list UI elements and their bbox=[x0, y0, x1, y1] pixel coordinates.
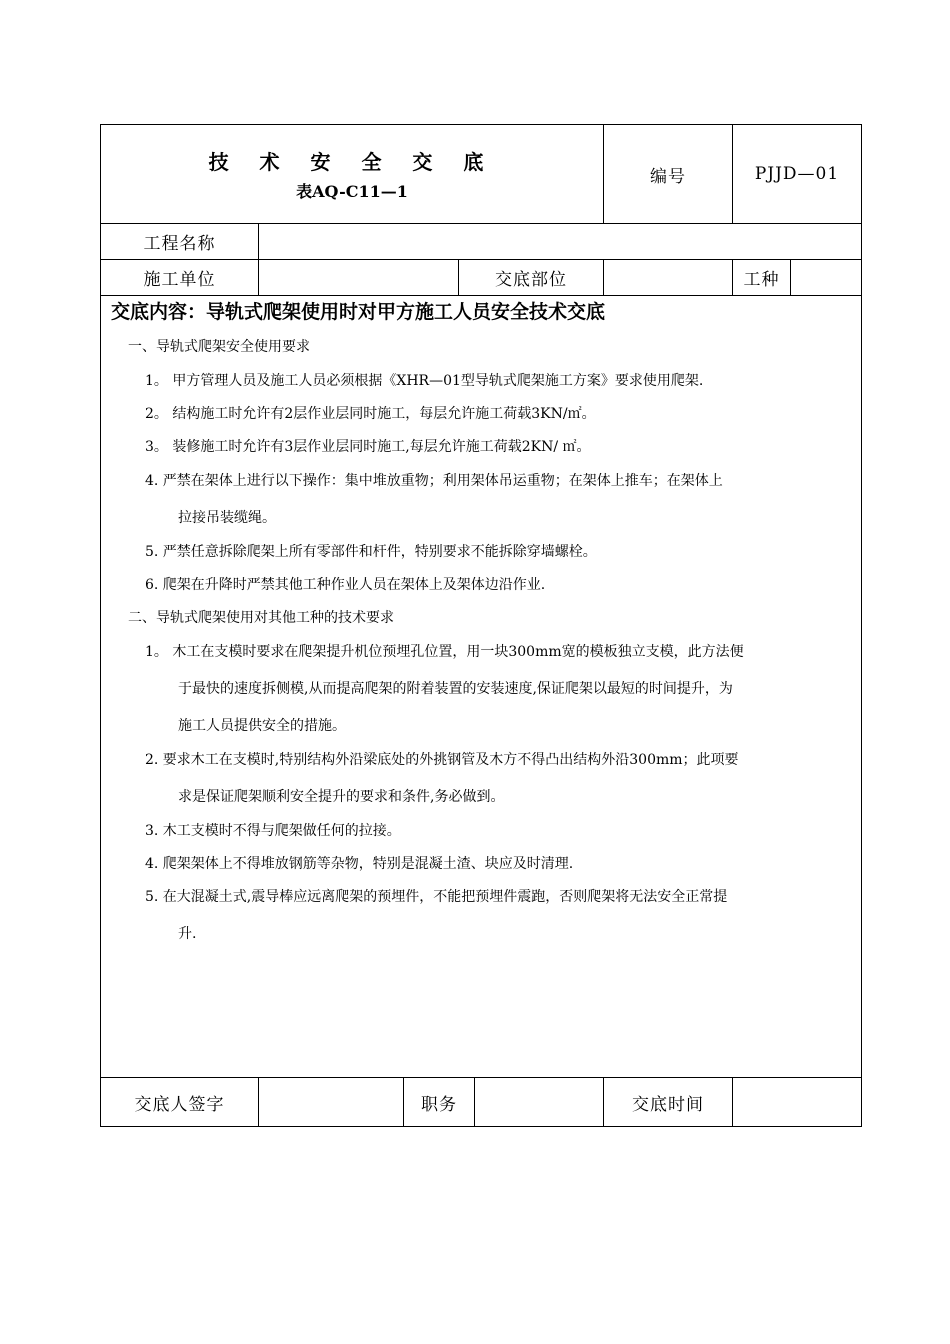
content-line: 3。 装修施工时允许有3层作业层同时施工,每层允许施工荷载2KN/ ㎡。 bbox=[145, 439, 591, 455]
number-label: 编号 bbox=[650, 166, 686, 187]
content-line: 1。 木工在支模时要求在爬架提升机位预埋孔位置，用一块300mm宽的模板独立支模，此方法便 bbox=[145, 644, 744, 660]
content-line: 6. 爬架在升降时严禁其他工种作业人员在架体上及架体边沿作业. bbox=[145, 577, 546, 593]
content-line: 5. 在大混凝土式,震导棒应远离爬架的预埋件，不能把预埋件震跑，否则爬架将无法安全正常提 bbox=[145, 889, 728, 905]
content-line: 于最快的速度拆侧模,从而提高爬架的附着装置的安装速度,保证爬架以最短的时间提升，为 bbox=[178, 681, 733, 697]
handover-part-value[interactable] bbox=[604, 260, 732, 295]
handover-part-label: 交底部位 bbox=[495, 270, 567, 290]
content-line: 3. 木工支模时不得与爬架做任何的拉接。 bbox=[145, 823, 401, 839]
content-line: 1。 甲方管理人员及施工人员必须根据《XHR—01型导轨式爬架施工方案》要求使用爬架. bbox=[145, 373, 704, 389]
form-title: 技 术 安 全 交 底 bbox=[208, 150, 496, 174]
project-name-value[interactable] bbox=[259, 224, 861, 259]
handover-form bbox=[100, 124, 862, 1127]
section-heading: 二、导轨式爬架使用对其他工种的技术要求 bbox=[128, 610, 394, 626]
construction-unit-value[interactable] bbox=[259, 260, 458, 295]
trade-value[interactable] bbox=[791, 260, 861, 295]
number-value: PJJD—01 bbox=[754, 164, 840, 184]
signer-label: 交底人签字 bbox=[134, 1095, 225, 1115]
content-line: 4. 爬架架体上不得堆放钢筋等杂物，特别是混凝土渣、块应及时清理. bbox=[145, 856, 574, 872]
content-line: 4. 严禁在架体上进行以下操作：集中堆放重物；利用架体吊运重物；在架体上推车；在架体上 bbox=[145, 473, 723, 489]
content-line: 施工人员提供安全的措施。 bbox=[178, 718, 346, 734]
content-line: 升. bbox=[178, 926, 197, 942]
position-value[interactable] bbox=[475, 1078, 603, 1127]
content-line: 2。 结构施工时允许有2层作业层同时施工，每层允许施工荷载3KN/㎡。 bbox=[145, 406, 596, 422]
time-value[interactable] bbox=[733, 1078, 861, 1127]
content-line: 求是保证爬架顺利安全提升的要求和条件,务必做到。 bbox=[178, 789, 505, 805]
content-title: 交底内容：导轨式爬架使用时对甲方施工人员安全技术交底 bbox=[111, 301, 606, 323]
project-name-label: 工程名称 bbox=[143, 234, 216, 254]
trade-label: 工种 bbox=[743, 270, 780, 290]
form-number: 表AQ-C11—1 bbox=[296, 182, 408, 201]
divider bbox=[101, 295, 861, 296]
content-line: 2. 要求木工在支模时,特别结构外沿梁底处的外挑钢管及木方不得凸出结构外沿300mm；此项要 bbox=[145, 752, 739, 768]
time-label: 交底时间 bbox=[632, 1095, 704, 1115]
position-label: 职务 bbox=[421, 1095, 457, 1115]
signer-value[interactable] bbox=[259, 1078, 403, 1127]
construction-unit-label: 施工单位 bbox=[143, 270, 216, 290]
content-line: 拉接吊装缆绳。 bbox=[178, 510, 276, 526]
content-line: 5. 严禁任意拆除爬架上所有零部件和杆件，特别要求不能拆除穿墙螺栓。 bbox=[145, 544, 597, 560]
form-title-cell bbox=[101, 125, 603, 223]
section-heading: 一、导轨式爬架安全使用要求 bbox=[128, 339, 310, 355]
